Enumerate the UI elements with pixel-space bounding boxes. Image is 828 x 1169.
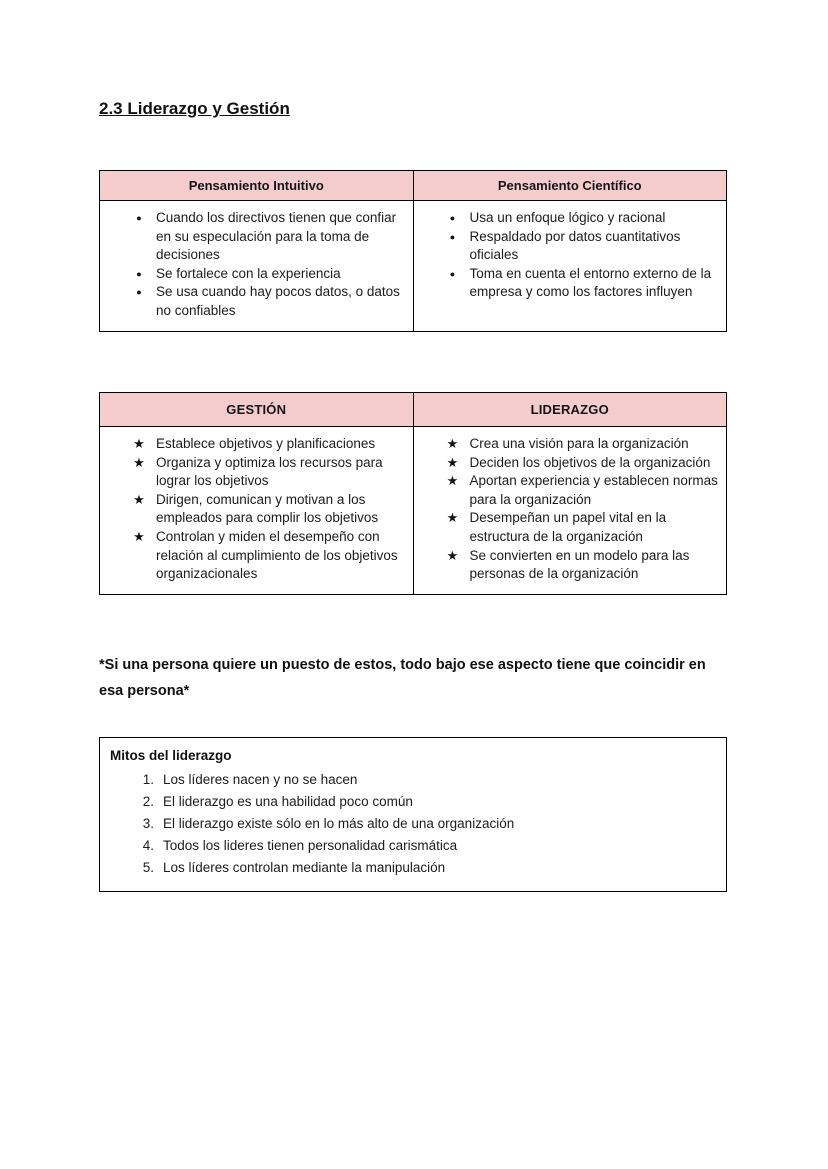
scientific-thinking-cell	[413, 201, 727, 332]
list-item	[444, 472, 721, 509]
list-item	[444, 454, 721, 473]
list-item-text: Todos los lideres tienen personalidad carismática	[163, 838, 458, 853]
star-icon: ★	[446, 436, 459, 451]
star-icon: ★	[133, 454, 145, 470]
list-item-text: Controlan y miden el desempeño con relación al cumplimiento de los objetivos organizacionales	[156, 528, 398, 582]
list-number: 3.	[142, 816, 154, 831]
thinking-comparison-table	[99, 170, 727, 332]
page-title: 2.3 Liderazgo y Gestión	[99, 99, 290, 118]
list-item-text: Cuando los directivos tienen que confiar en su especulación para la toma de decisiones	[156, 210, 397, 263]
emphasis-note: *Si una persona quiere un puesto de estos, todo bajo ese aspecto tiene que coincidir en esa persona*	[99, 657, 706, 699]
list-item-text: Desempeñan un papel vital en la estructura de la organización	[469, 510, 667, 544]
list-item	[130, 491, 407, 528]
list-item	[130, 209, 407, 265]
star-icon: ★	[133, 491, 145, 507]
star-icon: ★	[446, 473, 459, 489]
list-item-text: Organiza y optimiza los recursos para lograr los objetivos	[156, 454, 383, 489]
list-item	[130, 283, 407, 320]
list-item-text: El liderazgo existe sólo en lo más alto de una organización	[163, 816, 515, 831]
liderazgo-cell	[413, 427, 727, 595]
table-body-row	[100, 201, 727, 332]
list-item	[444, 509, 721, 546]
header-liderazgo: LIDERAZGO	[413, 393, 727, 427]
table-body-row	[100, 427, 727, 595]
list-item	[444, 228, 721, 265]
table-header-row	[100, 393, 727, 427]
list-item-text: Se fortalece con la experiencia	[156, 265, 341, 281]
list-item-text: Usa un enfoque lógico y racional	[469, 210, 666, 225]
list-item-text: Se convierten en un modelo para las personas de la organización	[469, 547, 690, 582]
star-icon: ★	[133, 436, 145, 451]
list-item	[130, 528, 407, 584]
list-item	[110, 813, 716, 835]
bullet-icon: ●	[136, 287, 142, 298]
intuitive-thinking-cell	[100, 201, 414, 332]
list-item-text: Respaldado por datos cuantitativos oficiales	[469, 228, 681, 263]
list-number: 2.	[142, 794, 154, 809]
bullet-icon: ●	[449, 268, 456, 279]
myths-title: Mitos del liderazgo	[110, 748, 232, 763]
list-item-text: Toma en cuenta el entorno externo de la empresa y como los factores influyen	[469, 265, 712, 300]
list-item	[110, 769, 716, 791]
list-item-text: Se usa cuando hay pocos datos, o datos no confiables	[156, 284, 400, 318]
bullet-icon: ●	[449, 231, 456, 242]
list-item-text: Establece objetivos y planificaciones	[156, 436, 376, 451]
bullet-icon: ●	[136, 213, 142, 223]
list-number: 1.	[142, 772, 154, 787]
list-item	[110, 857, 716, 879]
star-icon: ★	[446, 510, 459, 526]
list-item	[110, 791, 716, 813]
list-item	[444, 265, 721, 302]
list-item	[444, 435, 721, 454]
header-pensamiento-cientifico: Pensamiento Científico	[413, 171, 727, 201]
list-item	[130, 454, 407, 491]
list-item	[130, 435, 407, 454]
gestion-cell	[100, 427, 414, 595]
list-item	[110, 835, 716, 857]
list-item	[444, 547, 721, 584]
list-item-text: Los líderes controlan mediante la manipulación	[163, 860, 446, 875]
management-leadership-table	[99, 392, 727, 595]
list-item-text: El liderazgo es una habilidad poco común	[163, 794, 413, 809]
star-icon: ★	[446, 547, 459, 563]
list-item	[130, 265, 407, 284]
myths-list	[110, 769, 716, 879]
list-item-text: Los líderes nacen y no se hacen	[163, 772, 358, 787]
header-gestion: GESTIÓN	[100, 393, 414, 427]
table-header-row	[100, 171, 727, 201]
star-icon: ★	[446, 454, 459, 470]
header-pensamiento-intuitivo: Pensamiento Intuitivo	[100, 171, 414, 201]
list-item-text: Dirigen, comunican y motivan a los empleados para complir los objetivos	[156, 491, 379, 526]
list-number: 4.	[142, 838, 154, 853]
list-item-text: Deciden los objetivos de la organización	[469, 454, 711, 470]
myths-box	[99, 737, 727, 892]
bullet-icon: ●	[449, 213, 456, 223]
list-item-text: Crea una visión para la organización	[469, 436, 689, 451]
list-item-text: Aportan experiencia y establecen normas para la organización	[469, 473, 718, 507]
star-icon: ★	[133, 528, 145, 544]
bullet-icon: ●	[136, 268, 142, 279]
list-item	[444, 209, 721, 228]
list-number: 5.	[142, 860, 154, 875]
